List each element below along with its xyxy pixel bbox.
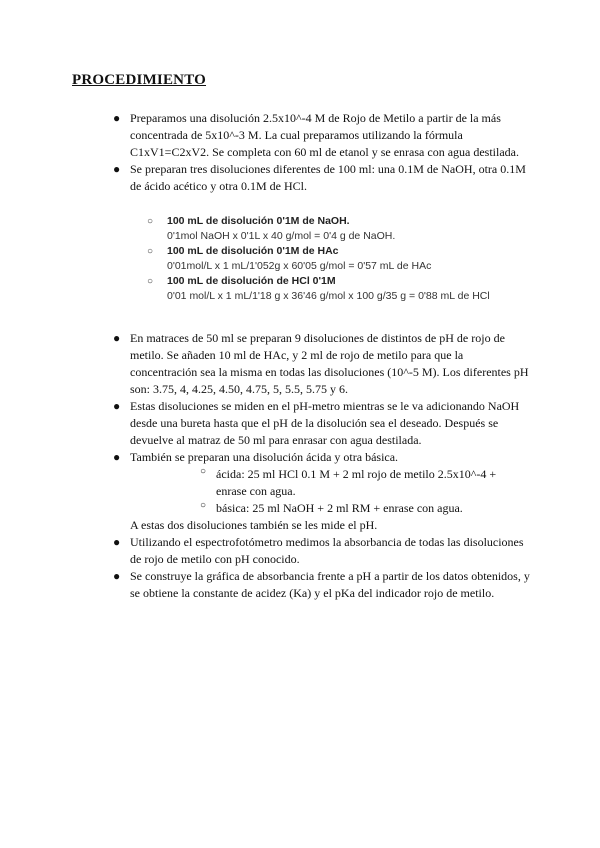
hac-solution-calc: 0'01mol/L x 1 mL/1'052g x 60'05 g/mol = 0'57 mL de HAc bbox=[167, 260, 432, 272]
acid-solution-item: ácida: 25 ml HCl 0.1 M + 2 ml rojo de metilo 2.5x10^-4 + enrase con agua. bbox=[216, 467, 497, 498]
bullet-icon: ● bbox=[113, 399, 121, 413]
hcl-solution-title: 100 mL de disolución de HCl 0'1M bbox=[167, 275, 336, 287]
bullet-icon: ● bbox=[113, 569, 121, 583]
naoh-solution-title: 100 mL de disolución 0'1M de NaOH. bbox=[167, 215, 350, 227]
procedure-step-6: Utilizando el espectrofotómetro medimos la absorbancia de todas las disoluciones de rojo de metilo con pH conocido. bbox=[130, 535, 524, 566]
procedure-step-4: Estas disoluciones se miden en el pH-metro mientras se le va adicionando NaOH desde una bureta hasta que el pH de la disolución sea el deseado. Después se devuelve al matraz de 50 ml para enrasar con agua destilada. bbox=[130, 399, 520, 447]
bullet-icon: ● bbox=[113, 162, 121, 176]
basic-solution-item: básica: 25 ml NaOH + 2 ml RM + enrase con agua. bbox=[216, 501, 463, 515]
procedure-step-2: Se preparan tres disoluciones diferentes de 100 ml: una 0.1M de NaOH, otra 0.1M de ácido acético y otra 0.1M de HCl. bbox=[130, 162, 526, 193]
circle-bullet-icon: ○ bbox=[200, 500, 207, 511]
ph-measure-note: A estas dos disoluciones también se les mide el pH. bbox=[130, 518, 378, 532]
circle-bullet-icon: ○ bbox=[147, 276, 154, 287]
bullet-icon: ● bbox=[113, 111, 121, 125]
hcl-solution-calc: 0'01 mol/L x 1 mL/1'18 g x 36'46 g/mol x 100 g/35 g = 0'88 mL de HCl bbox=[167, 290, 490, 302]
bullet-icon: ● bbox=[113, 535, 121, 549]
circle-bullet-icon: ○ bbox=[147, 246, 154, 257]
procedure-step-3: En matraces de 50 ml se preparan 9 disoluciones de distintos de pH de rojo de metilo. Se añaden 10 ml de HAc, y 2 ml de rojo de metilo para que la concentración sea la misma en todas las disoluciones (10^-5 M). Los diferentes pH son: 3.75, 4, 4.25, 4.50, 4.75, 5, 5.5, 5.75 y 6. bbox=[130, 331, 529, 396]
bullet-icon: ● bbox=[113, 450, 121, 464]
circle-bullet-icon: ○ bbox=[147, 216, 154, 227]
section-title: PROCEDIMIENTO bbox=[72, 72, 207, 88]
procedure-step-1: Preparamos una disolución 2.5x10^-4 M de Rojo de Metilo a partir de la más concentrada de 5x10^-3 M. La cual preparamos utilizando la fórmula C1xV1=C2xV2. Se completa con 60 ml de etanol y se enrasa con agua destilada. bbox=[130, 111, 519, 159]
naoh-solution-calc: 0'1mol NaOH x 0'1L x 40 g/mol = 0'4 g de NaOH. bbox=[167, 230, 396, 242]
hac-solution-title: 100 mL de disolución 0'1M de HAc bbox=[167, 245, 339, 257]
circle-bullet-icon: ○ bbox=[200, 466, 207, 477]
bullet-icon: ● bbox=[113, 331, 121, 345]
procedure-step-7: Se construye la gráfica de absorbancia frente a pH a partir de los datos obtenidos, y se obtiene la constante de acidez (Ka) y el pKa del indicador rojo de metilo. bbox=[130, 569, 530, 600]
procedure-step-5: También se preparan una disolución ácida y otra básica. bbox=[130, 450, 399, 464]
